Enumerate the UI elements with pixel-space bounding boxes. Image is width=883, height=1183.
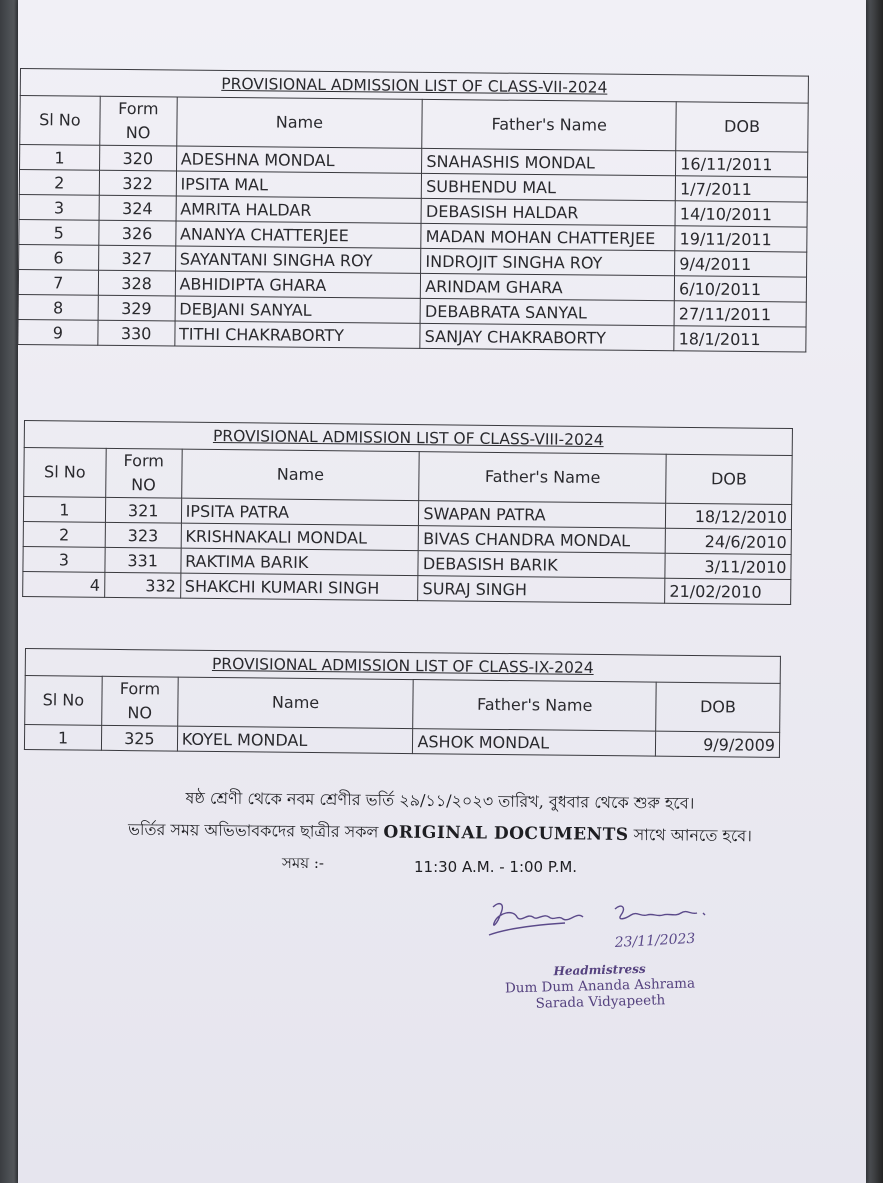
original-documents-emphasis: ORIGINAL DOCUMENTS	[383, 822, 629, 845]
table-title: PROVISIONAL ADMISSION LIST OF CLASS-IX-2024	[25, 649, 780, 684]
table-row: 1 321 IPSITA PATRA SWAPAN PATRA 18/12/2010	[23, 497, 791, 530]
signatory-role: Headmistress	[553, 961, 646, 979]
col-header-form: Form NO	[105, 448, 181, 498]
col-header-dob: DOB	[656, 682, 780, 732]
col-header-form: Form NO	[102, 676, 178, 726]
header-row	[20, 96, 808, 153]
table-title: PROVISIONAL ADMISSION LIST OF CLASS-VIII-2024	[24, 421, 792, 456]
table-row: 1 325 KOYEL MONDAL ASHOK MONDAL 9/9/2009	[24, 725, 779, 758]
admission-table-class-ix	[24, 648, 781, 758]
table-row: 8 329 DEBJANI SANYAL DEBABRATA SANYAL 27/11/2011	[18, 294, 806, 327]
table-row: 1 320 ADESHNA MONDAL SNAHASHIS MONDAL 16/11/2011	[20, 145, 808, 178]
table-row: 9 330 TITHI CHAKRABORTY SANJAY CHAKRABORTY 18/1/2011	[18, 319, 806, 352]
documents-notice: ভর্তির সময় অভিভাবকদের ছাত্রীর সকল ORIGINAL DOCUMENTS সাথে আনতে হবে।	[127, 819, 753, 846]
col-header-name: Name	[178, 677, 414, 728]
handwritten-signature	[465, 895, 745, 955]
col-header-sl: Sl No	[24, 448, 106, 498]
time-label: সময় :-	[282, 854, 324, 872]
admission-table-class-vii	[17, 68, 809, 353]
admission-start-notice: ষষ্ঠ শ্রেণী থেকে নবম শ্রেণীর ভর্তি ২৯/১১/২০২৩ তারিখ, বুধবার থেকে শুরু হবে।	[185, 788, 695, 813]
col-header-name: Name	[176, 97, 422, 148]
table-title: PROVISIONAL ADMISSION LIST OF CLASS-VII-2024	[20, 69, 808, 104]
table-row: 3 331 RAKTIMA BARIK DEBASISH BARIK 3/11/2010	[23, 546, 791, 579]
header-row	[24, 448, 792, 505]
table-row: 4 332 SHAKCHI KUMARI SINGH SURAJ SINGH 21/02/2010	[23, 571, 791, 604]
col-header-father: Father's Name	[413, 680, 656, 732]
col-header-dob: DOB	[666, 454, 792, 504]
col-header-name: Name	[181, 449, 419, 500]
time-value: 11:30 A.M. - 1:00 P.M.	[414, 858, 578, 876]
header-row	[25, 676, 780, 733]
institution-line-1: Dum Dum Ananda Ashrama	[504, 975, 696, 997]
col-header-father: Father's Name	[419, 452, 666, 504]
institution-line-2: Sarada Vidyapeeth	[535, 992, 666, 1012]
table-row: 2 322 IPSITA MAL SUBHENDU MAL 1/7/2011	[19, 170, 807, 203]
col-header-father: Father's Name	[422, 99, 676, 150]
table-row: 7 328 ABHIDIPTA GHARA ARINDAM GHARA 6/10/2011	[18, 269, 806, 302]
signature-date: 23/11/2023	[614, 930, 696, 951]
col-header-dob: DOB	[676, 102, 808, 152]
col-header-sl: Sl No	[25, 676, 102, 726]
table-row: 3 324 AMRITA HALDAR DEBASISH HALDAR 14/10/2011	[19, 194, 807, 227]
col-header-sl: Sl No	[20, 96, 100, 146]
admission-table-class-viii	[22, 420, 793, 605]
table-row: 2 323 KRISHNAKALI MONDAL BIVAS CHANDRA MONDAL 24/6/2010	[23, 521, 791, 554]
col-header-form: Form NO	[100, 96, 177, 146]
table-row: 5 326 ANANYA CHATTERJEE MADAN MOHAN CHATTERJEE 19/11/2011	[19, 219, 807, 252]
signatory-block	[479, 959, 720, 1013]
table-row: 6 327 SAYANTANI SINGHA ROY INDROJIT SINGHA ROY 9/4/2011	[19, 244, 807, 277]
